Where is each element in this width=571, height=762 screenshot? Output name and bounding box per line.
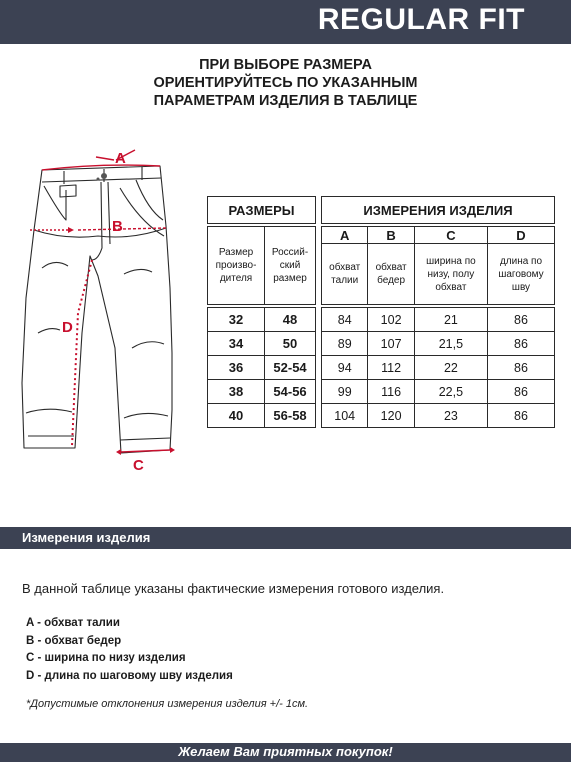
footer-text: Желаем Вам приятных покупок! bbox=[178, 744, 393, 759]
waist-cell: 94 bbox=[322, 356, 368, 380]
inseam-cell: 86 bbox=[487, 404, 554, 428]
inseam-cell: 86 bbox=[487, 380, 554, 404]
hem-width-header: ширина по низу, полу обхват bbox=[414, 244, 487, 305]
maker-size-cell: 38 bbox=[208, 380, 265, 404]
hem-width-cell: 22 bbox=[414, 356, 487, 380]
col-letter-d: D bbox=[487, 227, 554, 244]
maker-size-cell: 32 bbox=[208, 308, 265, 332]
table-row bbox=[208, 308, 316, 332]
col-letter-b: B bbox=[368, 227, 414, 244]
russian-size-cell: 56-58 bbox=[265, 404, 316, 428]
section-title: Измерения изделия bbox=[22, 530, 151, 545]
measurements-table bbox=[321, 196, 555, 428]
jeans-diagram bbox=[20, 148, 185, 478]
table-row bbox=[322, 404, 555, 428]
inseam-header: длина по шаговому шву bbox=[487, 244, 554, 305]
table-row bbox=[322, 380, 555, 404]
waist-cell: 84 bbox=[322, 308, 368, 332]
table-row bbox=[208, 356, 316, 380]
table-row bbox=[208, 332, 316, 356]
waist-cell: 99 bbox=[322, 380, 368, 404]
label-d: D bbox=[62, 319, 73, 336]
russian-size-cell: 52-54 bbox=[265, 356, 316, 380]
inseam-line bbox=[72, 260, 92, 446]
hem-width-cell: 21,5 bbox=[414, 332, 487, 356]
col-letter-a: A bbox=[322, 227, 368, 244]
table-row bbox=[322, 308, 555, 332]
legend-item-d: D - длина по шаговому шву изделия bbox=[26, 670, 233, 683]
measurement-legend bbox=[26, 615, 233, 686]
col-letter-c: C bbox=[414, 227, 487, 244]
hem-width-cell: 23 bbox=[414, 404, 487, 428]
label-a: A bbox=[115, 150, 126, 167]
waist-cell: 89 bbox=[322, 332, 368, 356]
russian-size-cell: 48 bbox=[265, 308, 316, 332]
waist-header: обхват талии bbox=[322, 244, 368, 305]
table-row bbox=[208, 404, 316, 428]
jeans-outline bbox=[22, 166, 172, 453]
hem-line bbox=[121, 450, 170, 452]
inseam-cell: 86 bbox=[487, 356, 554, 380]
hip-cell: 116 bbox=[368, 380, 414, 404]
hip-cell: 102 bbox=[368, 308, 414, 332]
header-bar bbox=[0, 0, 571, 44]
legend-item-c: C - ширина по низу изделия bbox=[26, 652, 186, 665]
maker-size-cell: 36 bbox=[208, 356, 265, 380]
hem-width-cell: 22,5 bbox=[414, 380, 487, 404]
legend-item-b: B - обхват бедер bbox=[26, 634, 122, 647]
maker-size-cell: 40 bbox=[208, 404, 265, 428]
maker-size-header: Размер произво- дителя bbox=[208, 227, 265, 305]
arrow-heads bbox=[68, 227, 175, 455]
inseam-cell: 86 bbox=[487, 308, 554, 332]
hip-cell: 120 bbox=[368, 404, 414, 428]
label-c: C bbox=[133, 457, 144, 474]
hip-cell: 107 bbox=[368, 332, 414, 356]
intro-line-1: ПРИ ВЫБОРЕ РАЗМЕРА bbox=[199, 57, 372, 73]
hem-width-cell: 21 bbox=[414, 308, 487, 332]
size-table-title: РАЗМЕРЫ bbox=[208, 197, 316, 224]
waist-arrow bbox=[96, 157, 114, 160]
waist-cell: 104 bbox=[322, 404, 368, 428]
tolerance-note: *Допустимые отклонения измерения изделия +/- 1см. bbox=[26, 698, 309, 710]
intro-text bbox=[0, 56, 571, 110]
russian-size-header: Россий- ский размер bbox=[265, 227, 316, 305]
fit-title: REGULAR FIT bbox=[317, 3, 525, 36]
intro-line-2: ОРИЕНТИРУЙТЕСЬ ПО УКАЗАННЫМ bbox=[153, 75, 418, 91]
footer-bar bbox=[0, 743, 571, 762]
description-text: В данной таблице указаны фактические измерения готового изделия. bbox=[22, 581, 445, 596]
intro-line-3: ПАРАМЕТРАМ ИЗДЕЛИЯ В ТАБЛИЦЕ bbox=[153, 93, 418, 109]
legend-item-a: A - обхват талии bbox=[26, 617, 120, 629]
hip-header: обхват бедер bbox=[368, 244, 414, 305]
measurement-lines bbox=[30, 150, 170, 452]
inseam-cell: 86 bbox=[487, 332, 554, 356]
section-bar bbox=[0, 527, 571, 549]
size-table bbox=[207, 196, 316, 428]
russian-size-cell: 50 bbox=[265, 332, 316, 356]
table-row bbox=[322, 356, 555, 380]
label-b: B bbox=[112, 218, 123, 235]
measurements-table-title: ИЗМЕРЕНИЯ ИЗДЕЛИЯ bbox=[322, 197, 555, 224]
russian-size-cell: 54-56 bbox=[265, 380, 316, 404]
hip-cell: 112 bbox=[368, 356, 414, 380]
maker-size-cell: 34 bbox=[208, 332, 265, 356]
table-row bbox=[322, 332, 555, 356]
table-row bbox=[208, 380, 316, 404]
